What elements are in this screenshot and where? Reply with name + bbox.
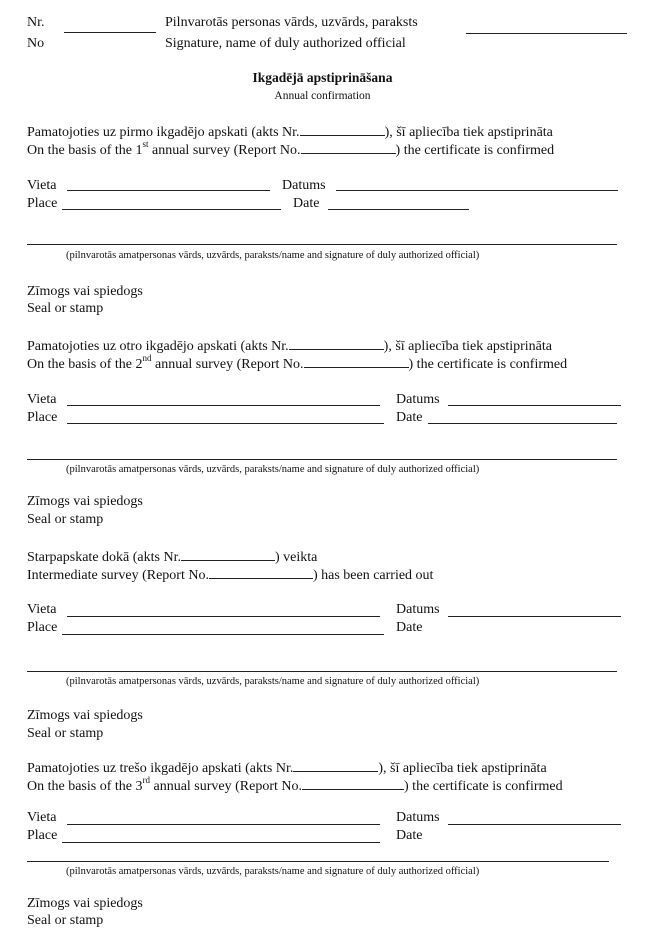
number-field[interactable]: [64, 32, 156, 33]
section-2-datums-field[interactable]: [448, 405, 621, 406]
official-signature-field[interactable]: [466, 33, 627, 34]
section-1-lv-post: ), šī apliecība tiek apstiprināta: [384, 125, 553, 140]
section-4-signature-field[interactable]: [27, 861, 609, 862]
section-1-vieta-field[interactable]: [67, 190, 270, 191]
section-3-signature-field[interactable]: [27, 671, 617, 672]
section-1-datums: Datums: [282, 178, 326, 193]
section-3-place-field[interactable]: [62, 634, 384, 635]
section-1-seal-en: Seal or stamp: [27, 301, 104, 316]
section-3-datums: Datums: [396, 602, 440, 617]
section-3-lv-pre: Starpapskate dokā (akts Nr.: [27, 550, 181, 565]
section-2-en-pre: On the basis of the 2: [27, 357, 143, 372]
section-2-en-post: ) the certificate is confirmed: [408, 357, 568, 372]
section-2-text-en: [27, 355, 567, 373]
section-3-signature-caption: (pilnvarotās amatpersonas vārds, uzvārds, paraksts/name and signature of duly authorized official): [66, 676, 480, 687]
section-3-seal-en: Seal or stamp: [27, 726, 104, 741]
section-4-seal-lv: Zīmogs vai spiedogs: [27, 896, 143, 911]
section-2-lv-pre: Pamatojoties uz otro ikgadējo apskati (akts Nr.: [27, 339, 289, 354]
section-2-seal-en: Seal or stamp: [27, 512, 104, 527]
section-2-signature-field[interactable]: [27, 459, 617, 460]
section-4-lv-post: ), šī apliecība tiek apstiprināta: [378, 761, 547, 776]
section-4-en-mid: annual survey (Report No.: [149, 779, 303, 794]
section-1-en-sup: st: [142, 139, 149, 150]
section-2-place: Place: [27, 410, 58, 425]
section-2-date: Date: [396, 410, 423, 425]
section-4-lv-pre: Pamatojoties uz trešo ikgadējo apskati (akts Nr.: [27, 761, 294, 776]
section-4-text-lv: [27, 759, 547, 777]
section-2-text-lv: [27, 337, 552, 355]
section-1-signature-caption: (pilnvarotās amatpersonas vārds, uzvārds, paraksts/name and signature of duly authorized official): [66, 250, 480, 261]
official-label-en: Signature, name of duly authorized official: [165, 36, 406, 51]
section-4-signature-caption: (pilnvarotās amatpersonas vārds, uzvārds, paraksts/name and signature of duly authorized official): [66, 866, 480, 877]
section-4-en-pre: On the basis of the 3: [27, 779, 143, 794]
official-label-lv: Pilnvarotās personas vārds, uzvārds, paraksts: [165, 15, 418, 30]
nr-label: Nr.: [27, 15, 45, 30]
section-3-vieta: Vieta: [27, 602, 57, 617]
section-1-en-pre: On the basis of the 1: [27, 143, 143, 158]
section-1-date-field[interactable]: [328, 209, 469, 210]
section-1-en-post: ) the certificate is confirmed: [395, 143, 555, 158]
section-1-place: Place: [27, 196, 58, 211]
section-3-text-lv: [27, 548, 317, 566]
section-4-en-post: ) the certificate is confirmed: [404, 779, 563, 794]
section-2-seal-lv: Zīmogs vai spiedogs: [27, 494, 143, 509]
section-2-lv-post: ), šī apliecība tiek apstiprināta: [383, 339, 552, 354]
section-1-en-mid: annual survey (Report No.: [148, 143, 301, 158]
section-1-date: Date: [293, 196, 320, 211]
section-4-en-sup: rd: [142, 775, 150, 786]
section-2-date-field[interactable]: [428, 423, 617, 424]
section-4-datums-field[interactable]: [448, 824, 621, 825]
section-2-datums: Datums: [396, 392, 440, 407]
section-1-text-en: [27, 141, 554, 159]
section-1-report-field-lv[interactable]: [300, 123, 385, 136]
section-3-report-field-lv[interactable]: [181, 548, 275, 561]
section-2-report-field-en[interactable]: [304, 355, 409, 368]
section-3-datums-field[interactable]: [448, 616, 621, 617]
no-label: No: [27, 36, 45, 51]
section-4-date: Date: [396, 828, 423, 843]
section-2-signature-caption: (pilnvarotās amatpersonas vārds, uzvārds, paraksts/name and signature of duly authorized official): [66, 464, 480, 475]
section-3-report-field-en[interactable]: [209, 566, 313, 579]
section-4-vieta-field[interactable]: [67, 824, 380, 825]
section-1-lv-pre: Pamatojoties uz pirmo ikgadējo apskati (akts Nr.: [27, 125, 300, 140]
section-4-place: Place: [27, 828, 58, 843]
section-2-report-field-lv[interactable]: [289, 337, 384, 350]
section-2-vieta: Vieta: [27, 392, 57, 407]
section-1-report-field-en[interactable]: [301, 141, 396, 154]
section-2-place-field[interactable]: [67, 423, 384, 424]
section-3-text-en: [27, 566, 433, 584]
section-4-vieta: Vieta: [27, 810, 57, 825]
section-3-en-pre: Intermediate survey (Report No.: [27, 568, 209, 583]
section-1-text-lv: [27, 123, 553, 141]
section-3-seal-lv: Zīmogs vai spiedogs: [27, 708, 143, 723]
section-3-en-post: ) has been carried out: [312, 568, 434, 583]
section-4-report-field-lv[interactable]: [293, 759, 378, 772]
section-3-vieta-field[interactable]: [67, 616, 380, 617]
page-title: Ikgadējā apstiprināšana: [252, 70, 393, 85]
section-1-seal-lv: Zīmogs vai spiedogs: [27, 284, 143, 299]
page-subtitle: Annual confirmation: [274, 90, 371, 102]
section-1-signature-field[interactable]: [27, 244, 617, 245]
section-3-lv-post: ) veikta: [274, 550, 318, 565]
section-2-en-sup: nd: [142, 353, 152, 364]
section-4-datums: Datums: [396, 810, 440, 825]
section-1-place-field[interactable]: [62, 209, 281, 210]
section-4-text-en: [27, 777, 563, 795]
section-3-place: Place: [27, 620, 58, 635]
section-4-report-field-en[interactable]: [302, 777, 404, 790]
section-2-en-mid: annual survey (Report No.: [151, 357, 304, 372]
section-2-vieta-field[interactable]: [67, 405, 380, 406]
section-1-datums-field[interactable]: [336, 190, 618, 191]
section-4-seal-en: Seal or stamp: [27, 913, 104, 928]
section-3-date: Date: [396, 620, 423, 635]
section-1-vieta: Vieta: [27, 178, 57, 193]
section-4-place-field[interactable]: [62, 842, 380, 843]
